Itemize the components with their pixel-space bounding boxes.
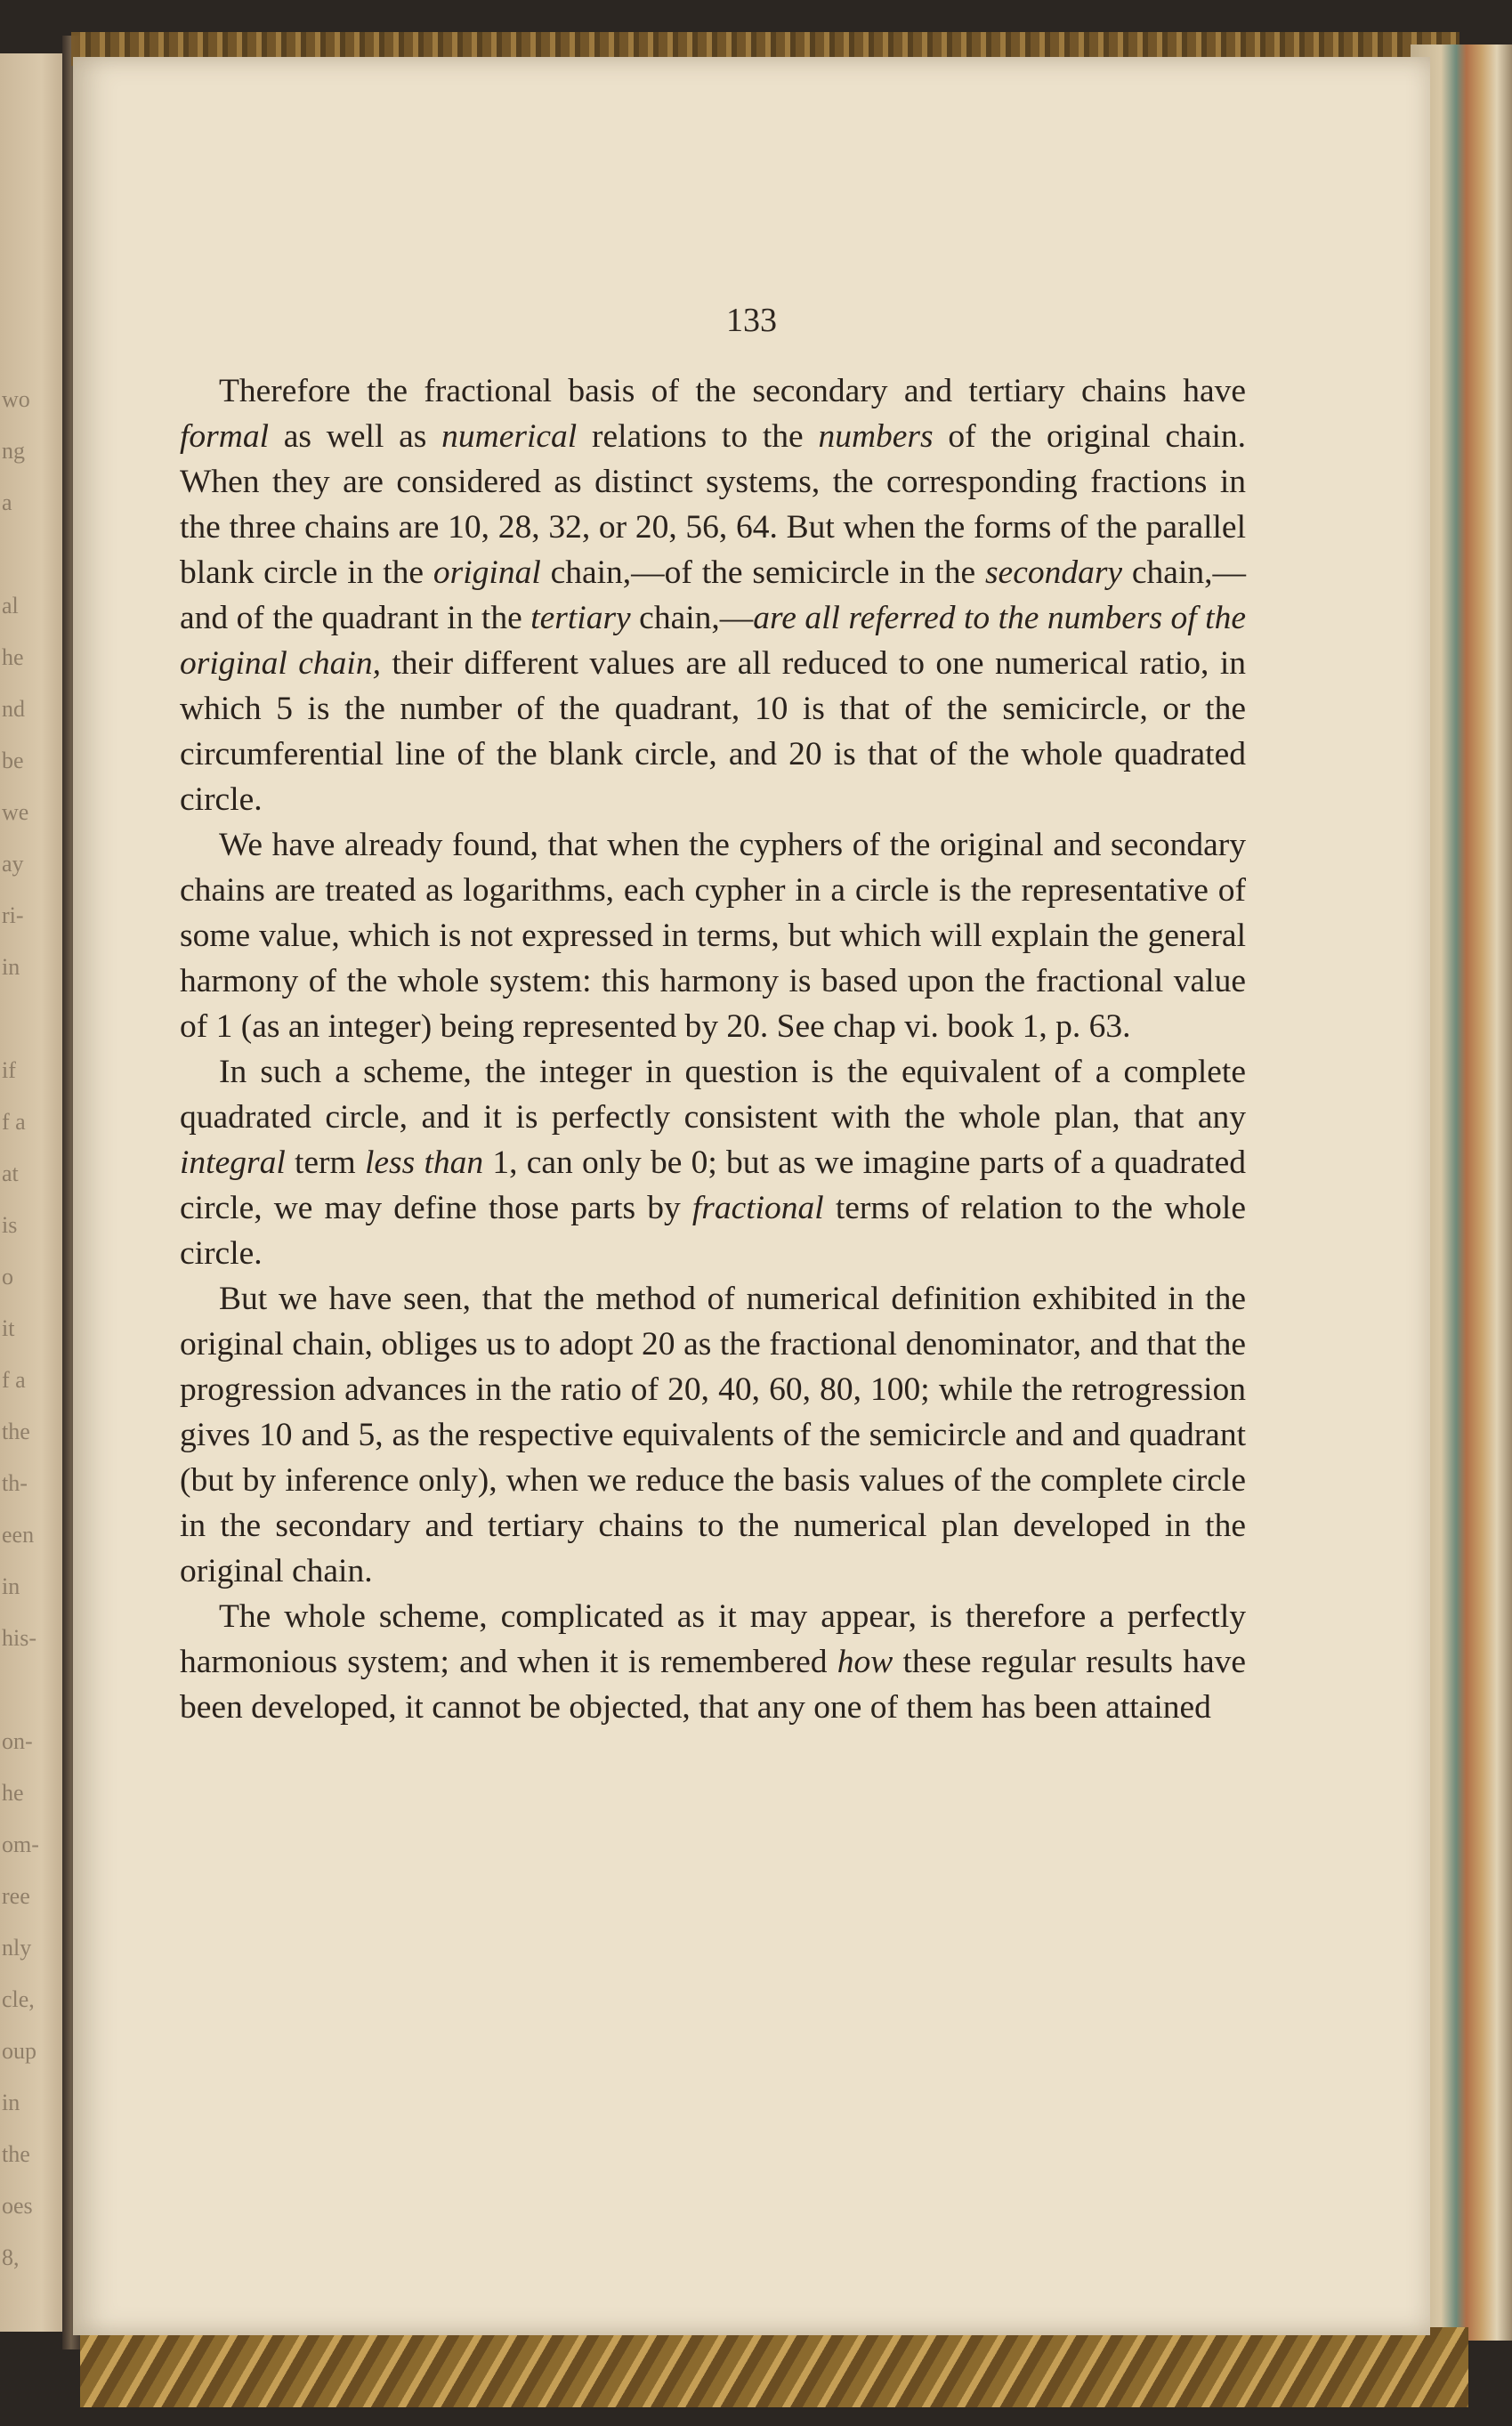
text-run: of the original chain. When they are considered as distinct systems, the corresponding fractions in the three chains are 10, 28, 32, or 20, 56, 64. But when the forms of the parallel blank circle in the (180, 418, 1247, 591)
facing-page-fragment (2, 1664, 28, 1716)
facing-page-fragment: nly (2, 1935, 32, 1961)
facing-page-fragment: th- (2, 1470, 28, 1496)
facing-page-fragment: if (2, 1057, 16, 1083)
gilt-bottom-edge (80, 2327, 1468, 2407)
facing-page-fragment: be (2, 748, 24, 773)
facing-page-fragment: 8, (2, 2244, 20, 2270)
italic-run: tertiary (530, 600, 631, 636)
italic-run: original (433, 554, 541, 591)
text-run: 1, can only be 0; but as we imagine parts of a quadrated circle, we may define those parts by (180, 1144, 1246, 1226)
paragraph-1 (180, 368, 1246, 822)
facing-page-fragment: nd (2, 696, 25, 722)
facing-page-fragment: oes (2, 2193, 33, 2219)
facing-page-fragment: o (2, 1264, 13, 1290)
text-run: as well as (269, 418, 442, 455)
facing-page-fragment: een (2, 1522, 35, 1548)
facing-page-fragment: in (2, 1573, 20, 1599)
paragraph-4 (180, 1276, 1246, 1594)
facing-page-fragment: in (2, 954, 20, 980)
facing-page-fragment: ri- (2, 902, 24, 928)
text-run: term (285, 1144, 365, 1181)
facing-page-fragment: ay (2, 851, 24, 877)
italic-run: integral (180, 1144, 286, 1181)
facing-page-fragment: oup (2, 2038, 36, 2064)
facing-page-fragment: om- (2, 1832, 39, 1857)
text-run: The whole scheme, complicated as it may appear, is therefore a perfectly harmonious system; and when it is remembered (180, 1598, 1246, 1680)
text-run: Therefore the fractional basis of the secondary and tertiary chains have (219, 373, 1246, 409)
facing-page-fragment: the (2, 1419, 30, 1444)
body-text (180, 368, 1246, 1730)
facing-page-fragment (2, 529, 28, 580)
text-run: these regular results have been developed, it cannot be objected, that any one of them has been attained (180, 1644, 1246, 1726)
italic-run: less than (364, 1144, 484, 1181)
text-run: We have already found, that when the cyphers of the original and secondary chains are treated as logarithms, each cypher in a circle is the representative of some value, which is not expressed in terms, but which will explain the general harmony of the whole system: this harmony is based upon the fractional value of 1 (as an integer) being represented by 20. See chap vi. book 1, p. 63. (180, 827, 1246, 1045)
facing-page-edge (0, 53, 69, 2332)
page-number: 133 (726, 302, 777, 339)
facing-page-fragment: the (2, 2141, 30, 2167)
facing-page-fragment: at (2, 1160, 19, 1186)
facing-page-fragment: ng (2, 438, 25, 464)
facing-page-fragment: he (2, 1780, 24, 1806)
italic-run: secondary (984, 554, 1123, 591)
italic-run: how (837, 1644, 893, 1680)
italic-run: numerical (441, 418, 578, 455)
text-run: chain,— (630, 600, 754, 636)
facing-page-fragment: al (2, 593, 19, 619)
text-run: In such a scheme, the integer in question is the equivalent of a complete quadrated circle, and it is perfectly consistent with the whole plan, that any (180, 1054, 1246, 1136)
text-run: terms of relation to the whole circle. (180, 1190, 1246, 1272)
facing-page-fragment: on- (2, 1728, 33, 1754)
facing-page-fragment: wo (2, 386, 30, 412)
italic-run: formal (180, 418, 270, 455)
facing-page-fragment: is (2, 1212, 18, 1238)
facing-page-fragments (2, 374, 39, 2284)
paragraph-2 (180, 822, 1246, 1049)
italic-run: are all referred to the numbers of the original chain, (180, 600, 1246, 682)
facing-page-fragment: he (2, 644, 24, 670)
facing-page-fragment: it (2, 1315, 15, 1341)
facing-page-fragment: his- (2, 1625, 36, 1651)
facing-page-fragment: in (2, 2090, 20, 2115)
book-page (73, 57, 1430, 2335)
facing-page-fragment: f a (2, 1367, 26, 1393)
italic-run: fractional (691, 1190, 824, 1226)
facing-page-fragment: we (2, 799, 29, 825)
facing-page-fragment: f a (2, 1109, 26, 1135)
text-run: chain,—and of the quadrant in the (180, 554, 1246, 636)
text-run: relations to the (577, 418, 819, 455)
paragraph-3 (180, 1049, 1246, 1276)
facing-page-fragment: cle, (2, 1986, 35, 2012)
text-run: their different values are all reduced to one numerical ratio, in which 5 is the number of the quadrant, 10 is that of the semicircle, or the circumferential line of the blank circle, and 20 is that of the whole quadrated circle. (180, 645, 1246, 818)
facing-page-fragment: a (2, 489, 12, 515)
text-run: But we have seen, that the method of numerical definition exhibited in the original chain, obliges us to adopt 20 as the fractional denominator, and that the progression advances in the ratio of 20, 40, 60, 80, 100; while the retrogression gives 10 and 5, as the respective equivalents of the semicircle and and quadrant (but by inference only), when we reduce the basis values of the complete circle in the secondary and tertiary chains to the numerical plan developed in the original chain. (180, 1281, 1246, 1589)
text-run: chain,—of the semicircle in the (540, 554, 985, 591)
italic-run: numbers (818, 418, 934, 455)
facing-page-fragment (2, 993, 28, 1045)
paragraph-5 (180, 1594, 1246, 1730)
facing-page-fragment: ree (2, 1883, 30, 1909)
